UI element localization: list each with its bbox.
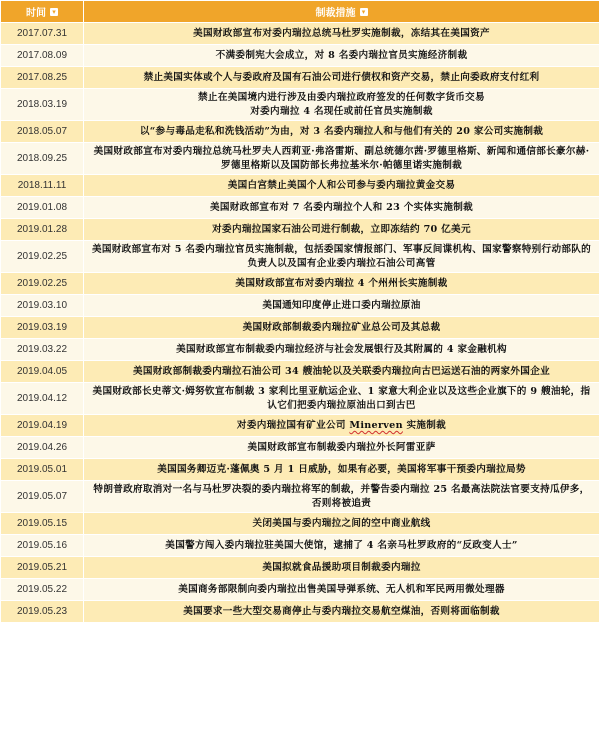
minerven-text: 对委内瑞拉国有矿业公司 Minerven 实施制裁 [236, 419, 447, 431]
date-cell: 2018.09.25 [1, 143, 84, 175]
measure-cell: 美国财政部长史蒂文·姆努钦宣布制裁 3 家利比里亚航运企业、1 家意大利企业以及这些企业旗下的 9 艘油轮，指认它们把委内瑞拉原油出口到古巴 [84, 383, 600, 415]
date-cell: 2018.03.19 [1, 89, 84, 121]
spellcheck-word: Minerven [349, 419, 403, 431]
sort-dropdown-icon[interactable]: ▾ [360, 8, 368, 16]
table-row [1, 415, 600, 437]
measure-cell: 美国财政部宣布对委内瑞拉总统马杜罗夫人西莉亚·弗洛雷斯、副总统德尔茜·罗德里格斯、新闻和通信部长豪尔赫·罗德里格斯以及国防部长弗拉基米尔·帕德里诺实施制裁 [84, 143, 600, 175]
table-row [1, 121, 600, 143]
date-cell: 2017.07.31 [1, 23, 84, 45]
table-row [1, 601, 600, 623]
table-row [1, 383, 600, 415]
table-row [1, 197, 600, 219]
measure-cell: 美国财政部宣布对 5 名委内瑞拉官员实施制裁，包括委国家情报部门、军事反间谍机构、国家警察特别行动部队的负责人以及国有企业委内瑞拉石油公司高管 [84, 241, 600, 273]
date-cell: 2019.01.28 [1, 219, 84, 241]
measure-cell: 禁止在美国境内进行涉及由委内瑞拉政府签发的任何数字货币交易 对委内瑞拉 4 名现任或前任官员实施制裁 [84, 89, 600, 121]
measure-cell: 美国财政部宣布制裁委内瑞拉经济与社会发展银行及其附属的 4 家金融机构 [84, 339, 600, 361]
measure-cell: 禁止美国实体或个人与委政府及国有石油公司进行债权和资产交易，禁止向委政府支付红利 [84, 67, 600, 89]
table-row [1, 143, 600, 175]
measure-cell: 美国拟就食品援助项目制裁委内瑞拉 [84, 557, 600, 579]
measure-cell: 美国商务部限制向委内瑞拉出售美国导弹系统、无人机和军民两用微处理器 [84, 579, 600, 601]
date-cell: 2019.04.19 [1, 415, 84, 437]
measure-cell: 特朗普政府取消对一名与马杜罗决裂的委内瑞拉将军的制裁，并警告委内瑞拉 25 名最高法院法官要支持瓜伊多，否则将被追责 [84, 481, 600, 513]
table-row [1, 481, 600, 513]
table-row [1, 579, 600, 601]
header-measure-label: 制裁措施 [315, 8, 356, 19]
date-cell: 2019.05.23 [1, 601, 84, 623]
measure-cell: 美国财政部宣布制裁委内瑞拉外长阿雷亚萨 [84, 437, 600, 459]
measure-cell [84, 415, 600, 437]
table-row [1, 513, 600, 535]
date-cell: 2019.05.01 [1, 459, 84, 481]
table-row [1, 361, 600, 383]
measure-cell: 对委内瑞拉国家石油公司进行制裁，立即冻结约 70 亿美元 [84, 219, 600, 241]
measure-cell: 美国白宫禁止美国个人和公司参与委内瑞拉黄金交易 [84, 175, 600, 197]
table-row [1, 175, 600, 197]
measure-cell: 美国警方闯入委内瑞拉驻美国大使馆，逮捕了 4 名亲马杜罗政府的“反政变人士” [84, 535, 600, 557]
table-row [1, 317, 600, 339]
measure-cell: 关闭美国与委内瑞拉之间的空中商业航线 [84, 513, 600, 535]
measure-cell: 美国国务卿迈克·蓬佩奥 5 月 1 日威胁，如果有必要，美国将军事干预委内瑞拉局势 [84, 459, 600, 481]
date-cell: 2017.08.09 [1, 45, 84, 67]
date-cell: 2018.05.07 [1, 121, 84, 143]
table-row [1, 437, 600, 459]
table-row [1, 45, 600, 67]
table-row [1, 339, 600, 361]
table-row [1, 241, 600, 273]
measure-cell: 美国通知印度停止进口委内瑞拉原油 [84, 295, 600, 317]
date-cell: 2019.05.22 [1, 579, 84, 601]
date-cell: 2019.03.10 [1, 295, 84, 317]
date-cell: 2019.04.26 [1, 437, 84, 459]
measure-cell: 美国财政部宣布对委内瑞拉 4 个州州长实施制裁 [84, 273, 600, 295]
date-cell: 2019.01.08 [1, 197, 84, 219]
table-row [1, 459, 600, 481]
date-cell: 2019.04.12 [1, 383, 84, 415]
header-measure[interactable] [84, 1, 600, 23]
table-row [1, 89, 600, 121]
measure-cell: 美国财政部制裁委内瑞拉矿业总公司及其总裁 [84, 317, 600, 339]
measure-cell: 美国财政部宣布对 7 名委内瑞拉个人和 23 个实体实施制裁 [84, 197, 600, 219]
date-cell: 2019.05.07 [1, 481, 84, 513]
table-row [1, 557, 600, 579]
date-cell: 2019.03.19 [1, 317, 84, 339]
table-row [1, 219, 600, 241]
date-cell: 2019.05.21 [1, 557, 84, 579]
measure-cell: 美国财政部宣布对委内瑞拉总统马杜罗实施制裁，冻结其在美国资产 [84, 23, 600, 45]
date-cell: 2019.03.22 [1, 339, 84, 361]
table-row [1, 23, 600, 45]
date-cell: 2019.05.16 [1, 535, 84, 557]
date-cell: 2019.05.15 [1, 513, 84, 535]
measure-cell: 以“参与毒品走私和洗钱活动”为由，对 3 名委内瑞拉人和与他们有关的 20 家公司实施制裁 [84, 121, 600, 143]
table-row [1, 273, 600, 295]
sort-dropdown-icon[interactable]: ▾ [50, 8, 58, 16]
table-row [1, 295, 600, 317]
measure-cell: 美国财政部制裁委内瑞拉石油公司 34 艘油轮以及关联委内瑞拉向古巴运送石油的两家外国企业 [84, 361, 600, 383]
header-date[interactable] [1, 1, 84, 23]
date-cell: 2019.02.25 [1, 241, 84, 273]
table-row [1, 535, 600, 557]
measure-cell: 美国要求一些大型交易商停止与委内瑞拉交易航空煤油，否则将面临制裁 [84, 601, 600, 623]
date-cell: 2017.08.25 [1, 67, 84, 89]
header-date-label: 时间 [26, 8, 46, 19]
date-cell: 2019.04.05 [1, 361, 84, 383]
measure-cell: 不满委制宪大会成立，对 8 名委内瑞拉官员实施经济制裁 [84, 45, 600, 67]
date-cell: 2019.02.25 [1, 273, 84, 295]
table-row [1, 67, 600, 89]
date-cell: 2018.11.11 [1, 175, 84, 197]
